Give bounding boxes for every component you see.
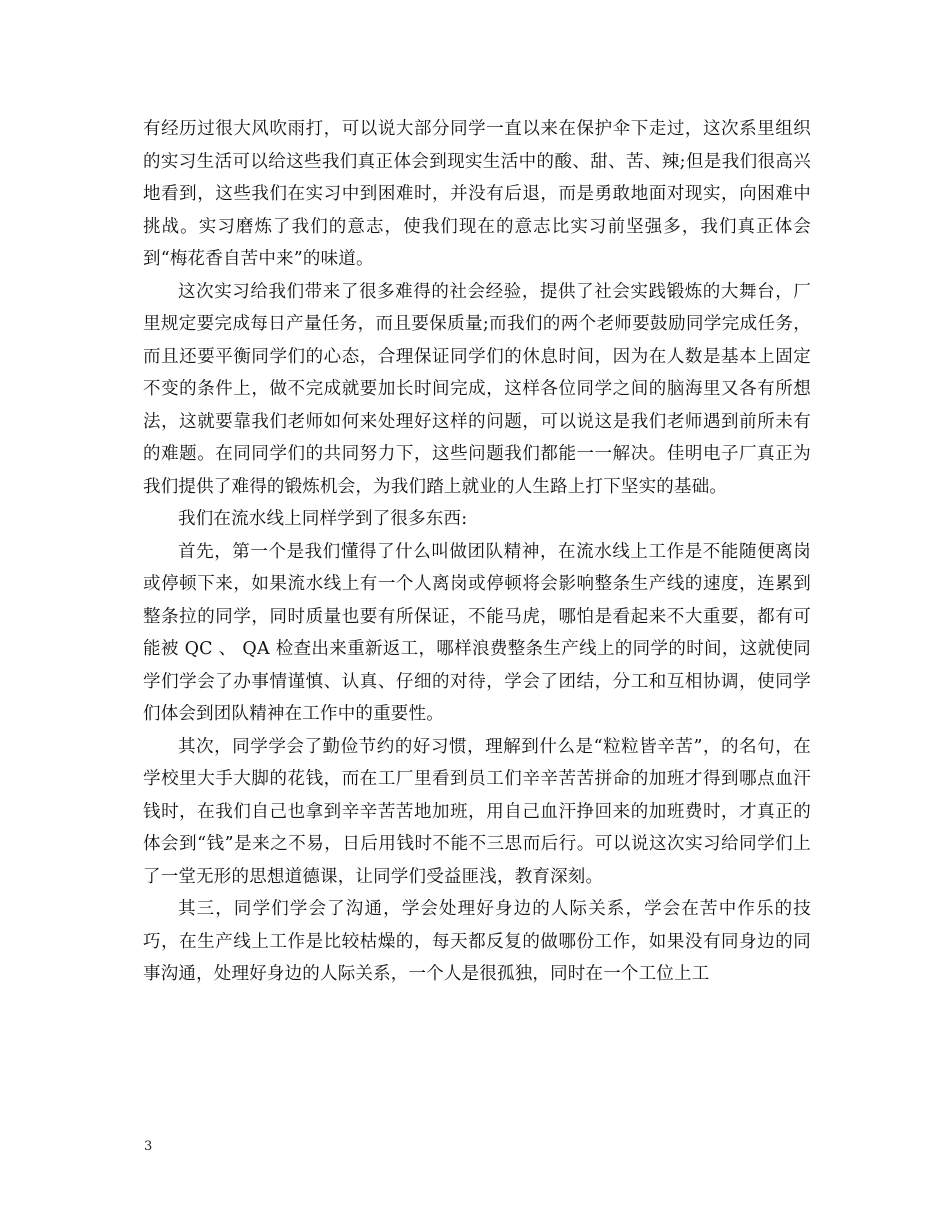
paragraph-2: 这次实习给我们带来了很多难得的社会经验，提供了社会实践锻炼的大舞台，厂里规定要完成每日产量任务，而且要保质量;而我们的两个老师要鼓励同学完成任务，而且还要平衡同学们的心态，合理保证同学们的休息时间，因为在人数是基本上固定不变的条件上，做不完成就要加长时间完成，这样各位同学之间的脑海里又各有所想法，这就要靠我们老师如何来处理好这样的问题，可以说这是我们老师遇到前所未有的难题。在同同学们的共同努力下，这些问题我们都能一一解决。佳明电子厂真正为我们提供了难得的锻炼机会，为我们踏上就业的人生路上打下坚实的基础。 (143, 281, 811, 497)
paragraph-4: 首先，第一个是我们懂得了什么叫做团队精神，在流水线上工作是不能随便离岗或停顿下来，如果流水线上有一个人离岗或停顿将会影响整条生产线的速度，连累到整条拉的同学，同时质量也要有所保证，不能马虎，哪怕是看起来不大重要，都有可能被 QC 、 QA 检查出来重新返工，哪样浪费整条生产线上的同学的时间，这就使同学们学会了办事情谨慎、认真、仔细的对待，学会了团结，分工和互相协调，使同学们体会到团队精神在工作中的重要性。 (143, 541, 811, 724)
page-number: 3 (144, 1139, 153, 1154)
paragraph-5: 其次，同学学会了勤俭节约的好习惯，理解到什么是“粒粒皆辛苦”，的名句，在学校里大手大脚的花钱，而在工厂里看到员工们辛辛苦苦拼命的加班才得到哪点血汗钱时，在我们自己也拿到辛辛苦苦地加班，用自己血汗挣回来的加班费时，才真正的体会到“钱”是来之不易，日后用钱时不能不三思而后行。可以说这次实习给同学们上了一堂无形的思想道德课，让同学们受益匪浅，教育深刻。 (143, 736, 811, 887)
paragraph-6: 其三，同学们学会了沟通，学会处理好身边的人际关系，学会在苦中作乐的技巧，在生产线上工作是比较枯燥的，每天都反复的做哪份工作，如果没有同身边的同事沟通，处理好身边的人际关系，一个人是很孤独，同时在一个工位上工 (143, 899, 811, 984)
paragraph-3: 我们在流水线上同样学到了很多东西: (178, 509, 468, 529)
paragraph-1: 有经历过很大风吹雨打，可以说大部分同学一直以来在保护伞下走过，这次系里组织的实习生活可以给这些我们真正体会到现实生活中的酸、甜、苦、辣;但是我们很高兴地看到，这些我们在实习中到困难时，并没有后退，而是勇敢地面对现实，向困难中挑战。实习磨炼了我们的意志，使我们现在的意志比实习前坚强多，我们真正体会到“梅花香自苦中来”的味道。 (143, 119, 811, 269)
body-text (143, 113, 811, 991)
